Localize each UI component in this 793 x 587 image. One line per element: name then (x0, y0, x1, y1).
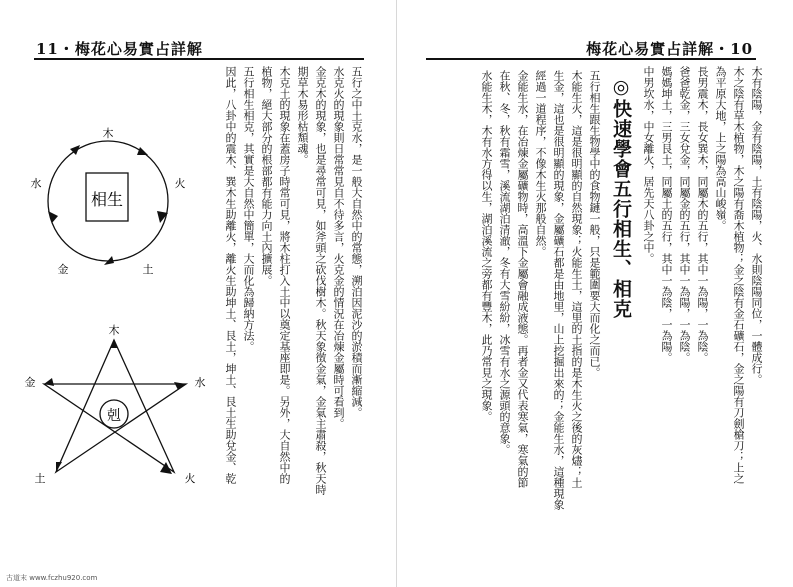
left-text-column: 五行之中土克水，是一般大自然中的常態，溯泊因泥沙的淤積而漸縮減。 (350, 66, 363, 418)
section-title: ◎快速學會五行相生、相克 (610, 76, 632, 319)
section-text-column: 木能生火，這是很明顯的自然現象；火能生土，這里的土指的是木生火之後的灰燼；土 (570, 70, 583, 488)
sheng-element-label: 火 (174, 177, 186, 190)
right-text-column: 木有陰陽，金有陰陽，土有陰陽，火、水則陰陽同位，一體成行。 (750, 66, 763, 385)
sheng-element-label: 土 (142, 263, 154, 276)
ke-cycle-diagram (14, 322, 214, 492)
left-text-column: 金克木的現象，也是尋常可見，如斧頭之砍伐樹木。秋天象徵金氣，金氣主肅殺，秋天時 (314, 66, 327, 495)
right-text-column: 木之陰有草木植物，木之陽有喬木植物；金之陰有金石礦石，金之陽有刀劍槍刀；上之 (732, 66, 745, 484)
ke-element-label: 水 (194, 376, 206, 389)
left-text-column: 因此，八卦中的震木、巽木生助離火，離火生助坤土、艮土，坤土、艮土生助兌金、乾 (224, 66, 237, 484)
sheng-cycle-diagram (8, 115, 208, 280)
ke-element-label: 木 (108, 324, 120, 337)
right-text-column: 爸爸乾金，三女兌金，同屬金的五行，其中一為陽，一為陰。 (678, 66, 691, 363)
section-text-column: 五行相生跟生物學中的食物鏈一般，只是範圍要大而化之而已。 (588, 70, 601, 378)
section-text-column: 金能生水，在冶煉金屬礦物時，高溫下金屬會融成液態。再者金又代表寒氣，寒氣的節 (516, 70, 529, 488)
section-text-column: 在秋、冬，秋有霜雪，溪流湖泊清澈，冬有大雪紛紛，冰雪有水之源頭的意象。 (498, 70, 511, 455)
ke-element-label: 金 (24, 376, 36, 389)
left-header-rule (34, 58, 364, 60)
right-text-column: 長男震木，長女巽木，同屬木的五行，其中一為陽，一為陰。 (696, 66, 709, 363)
section-text-column: 水能生木，木有水方得以生，湖泊溪流之旁都有豐木，此乃常見之現象。 (480, 70, 493, 422)
left-text-column: 木克土的現象在蓋房子時常可見，將木柱打入土中以奠定基座即是。另外，大自然中的 (278, 66, 291, 484)
sheng-center-label: 相生 (90, 190, 124, 209)
left-text-column: 水克火的現象則日常常見自不待多言，火克金的情況在冶煉金屬時可看到。 (332, 66, 345, 429)
sheng-arrow (137, 147, 148, 155)
left-page-header: 11・梅花心易實占詳解 (36, 40, 203, 58)
sheng-element-label: 金 (57, 263, 69, 276)
site-watermark: 古道末 www.fczhu920.com (6, 574, 98, 582)
left-text-column: 植物，絕大部分的根部都有能力向土內擴展。 (260, 66, 273, 286)
right-header-rule (426, 58, 756, 60)
right-text-column: 中男坎水，中女離火，居先天八卦之中。 (642, 66, 655, 264)
left-text-column: 期草木易形枯頽魂。 (296, 66, 309, 165)
right-text-column: 為平原大地，上之陽為高山峻嶺。 (714, 66, 727, 231)
right-page (396, 0, 793, 587)
sheng-element-label: 木 (102, 127, 114, 140)
right-text-column: 媽媽坤土，三男艮土，同屬土的五行，其中一為陰，一為陽。 (660, 66, 673, 363)
sheng-element-label: 水 (30, 177, 42, 190)
ke-arrow (110, 340, 118, 348)
section-text-column: 生金，這也是很明顯的現象，金屬礦石都是由地里，山上挖掘出來的；金能生水，這種現象 (552, 70, 565, 510)
right-page-header: 梅花心易實占詳解・10 (586, 40, 753, 58)
ke-element-label: 火 (184, 472, 196, 485)
ke-element-label: 土 (34, 472, 46, 485)
ke-center-label: 剋 (107, 408, 121, 424)
section-text-column: 經過一道程序，不像木生火那般自然。 (534, 70, 547, 257)
left-text-column: 五行相生相克，其實是大自然中簡單，大而化為歸納方法。 (242, 66, 255, 352)
